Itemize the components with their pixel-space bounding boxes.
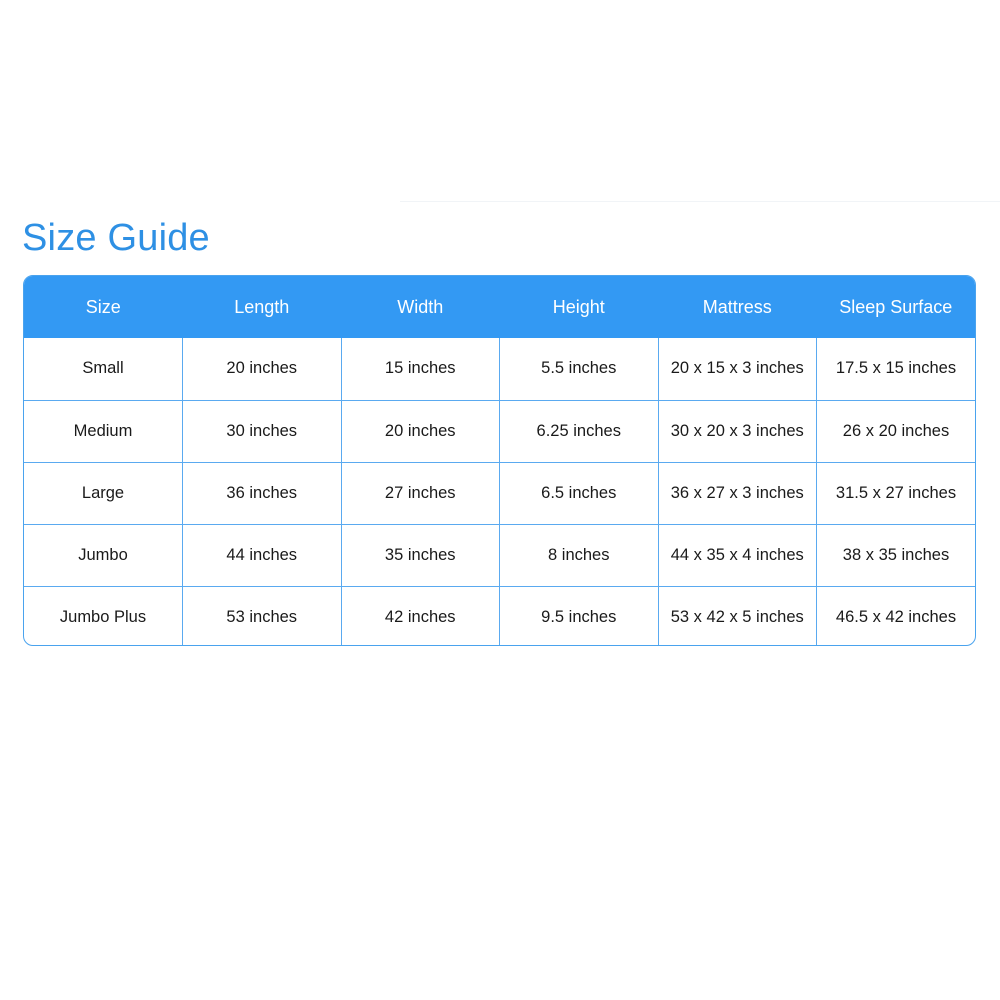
cell-sleep-surface: 38 x 35 inches — [817, 524, 976, 586]
cell-size: Small — [82, 359, 124, 378]
cell-mattress: 36 x 27 x 3 inches — [658, 462, 817, 524]
cell-height: 8 inches — [500, 524, 659, 586]
header-cell-size: Size — [85, 296, 121, 317]
page-title: Size Guide — [22, 217, 210, 259]
cell-mattress: 53 x 42 x 5 inches — [658, 586, 817, 646]
cell-length: 20 inches — [183, 338, 342, 400]
cell-length: 44 inches — [183, 524, 342, 586]
cell-sleep-surface: 46.5 x 42 inches — [817, 586, 976, 646]
size-guide-table-container — [23, 275, 976, 646]
cell-size: Medium — [24, 400, 183, 462]
cell-height: 6.5 inches — [500, 462, 659, 524]
cell-height: 9.5 inches — [500, 586, 659, 646]
cell-size: Jumbo — [24, 524, 183, 586]
cell-height: 6.25 inches — [500, 400, 659, 462]
table-row — [24, 586, 975, 646]
table-row — [24, 462, 975, 524]
cell-height: 5.5 inches — [500, 338, 659, 400]
cell-width: 15 inches — [341, 338, 500, 400]
header-cell-sleep-surface: Sleep Surface — [839, 296, 953, 317]
table-row — [24, 338, 975, 400]
table-body — [24, 338, 975, 646]
header-cell-height: Height — [552, 296, 605, 317]
cell-sleep-surface: 31.5 x 27 inches — [817, 462, 976, 524]
cell-mattress: 44 x 35 x 4 inches — [658, 524, 817, 586]
divider-line — [400, 201, 1000, 202]
cell-length: 53 inches — [183, 586, 342, 646]
cell-width: 42 inches — [341, 586, 500, 646]
cell-mattress: 30 x 20 x 3 inches — [658, 400, 817, 462]
cell-size: Large — [24, 462, 183, 524]
cell-size: Jumbo Plus — [24, 586, 183, 646]
header-row — [24, 276, 975, 338]
cell-mattress: 20 x 15 x 3 inches — [658, 338, 817, 400]
cell-sleep-surface: 26 x 20 inches — [817, 400, 976, 462]
cell-sleep-surface: 17.5 x 15 inches — [817, 338, 976, 400]
cell-width: 35 inches — [341, 524, 500, 586]
cell-length: 36 inches — [183, 462, 342, 524]
table-header — [24, 276, 975, 338]
cell-width: 20 inches — [341, 400, 500, 462]
cell-width: 27 inches — [341, 462, 500, 524]
header-cell-length: Length — [234, 296, 290, 317]
table-row — [24, 524, 975, 586]
cell-length: 30 inches — [183, 400, 342, 462]
header-cell-width: Width — [397, 296, 444, 317]
table-row — [24, 400, 975, 462]
header-cell-mattress: Mattress — [702, 296, 772, 317]
size-guide-table — [24, 276, 975, 646]
